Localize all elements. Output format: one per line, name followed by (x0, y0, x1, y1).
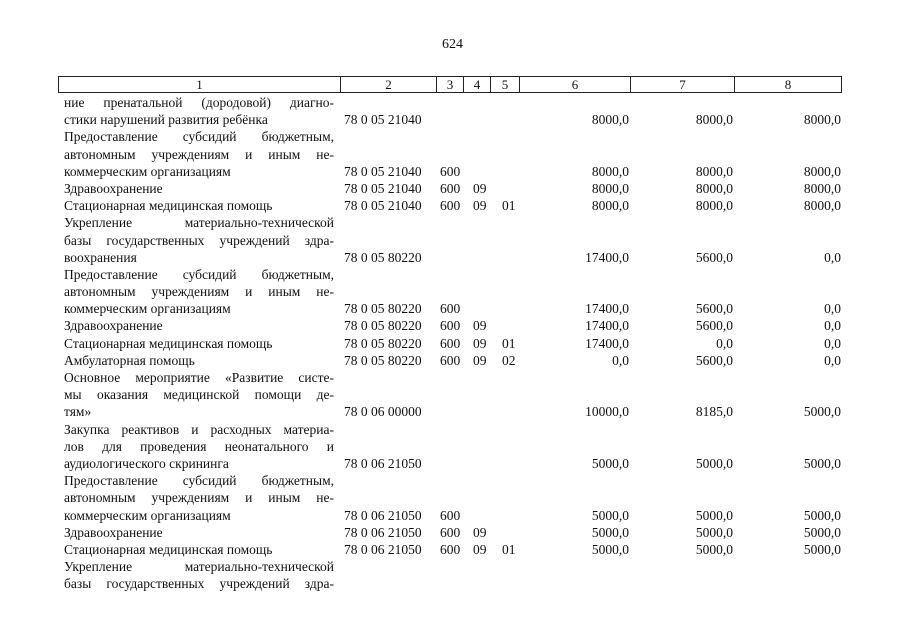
header-col-5: 5 (491, 77, 520, 92)
row-value-7: 5000,0 (695, 541, 733, 557)
row-code: 78 0 05 80220 (344, 318, 422, 334)
row-name: Предоставление субсидий бюджетным, (64, 473, 334, 489)
header-col-4: 4 (464, 77, 491, 92)
table-row (0, 352, 905, 369)
row-code: 78 0 06 21050 (344, 507, 422, 523)
row-pr: 01 (502, 541, 516, 557)
table-row (0, 283, 905, 300)
row-code: 78 0 05 21040 (344, 198, 422, 214)
row-rz: 09 (473, 541, 487, 557)
row-value-7: 8000,0 (695, 163, 733, 179)
table-row (0, 575, 905, 592)
row-vr: 600 (440, 541, 461, 557)
table-row (0, 369, 905, 386)
table-row (0, 335, 905, 352)
row-value-6: 17400,0 (585, 335, 629, 351)
row-value-8: 5000,0 (803, 507, 841, 523)
row-code: 78 0 05 80220 (344, 249, 422, 265)
table-row (0, 403, 905, 420)
row-code: 78 0 05 80220 (344, 301, 422, 317)
row-value-6: 5000,0 (591, 541, 629, 557)
row-value-8: 0,0 (824, 352, 841, 368)
table-row (0, 558, 905, 575)
row-name: коммерческим организациям (64, 163, 231, 179)
row-value-8: 8000,0 (803, 198, 841, 214)
row-value-8: 5000,0 (803, 524, 841, 540)
row-value-6: 17400,0 (585, 249, 629, 265)
row-value-6: 17400,0 (585, 318, 629, 334)
row-code: 78 0 05 21040 (344, 163, 422, 179)
table-row (0, 472, 905, 489)
row-value-6: 0,0 (612, 352, 629, 368)
row-code: 78 0 06 21050 (344, 524, 422, 540)
row-value-6: 8000,0 (591, 163, 629, 179)
table-row (0, 507, 905, 524)
table-row (0, 94, 905, 111)
table-row (0, 541, 905, 558)
row-rz: 09 (473, 180, 487, 196)
row-value-8: 8000,0 (803, 163, 841, 179)
table-row (0, 455, 905, 472)
page-number: 624 (442, 37, 463, 52)
row-value-8: 8000,0 (803, 112, 841, 128)
header-col-3: 3 (437, 77, 464, 92)
row-value-8: 5000,0 (803, 455, 841, 471)
row-value-7: 5600,0 (695, 301, 733, 317)
row-value-8: 8000,0 (803, 180, 841, 196)
table-row (0, 524, 905, 541)
row-value-7: 5600,0 (695, 352, 733, 368)
row-pr: 01 (502, 198, 516, 214)
row-value-6: 5000,0 (591, 524, 629, 540)
row-rz: 09 (473, 335, 487, 351)
row-name: базы государственных учреждений здра- (64, 576, 334, 592)
row-name: Здравоохранение (64, 318, 163, 334)
table-row (0, 438, 905, 455)
row-pr: 01 (502, 335, 516, 351)
header-col-1: 1 (59, 77, 341, 92)
row-value-7: 5600,0 (695, 318, 733, 334)
row-name: Укрепление материально-технической (64, 559, 334, 575)
table-body (0, 94, 905, 592)
row-pr: 02 (502, 352, 516, 368)
row-name: тям» (64, 404, 92, 420)
row-name: стики нарушений развития ребёнка (64, 112, 268, 128)
row-name: автономным учреждениям и иным не- (64, 146, 334, 162)
row-value-8: 5000,0 (803, 541, 841, 557)
row-vr: 600 (440, 335, 461, 351)
row-value-7: 8000,0 (695, 198, 733, 214)
row-value-8: 0,0 (824, 301, 841, 317)
table-row (0, 421, 905, 438)
row-name: мы оказания медицинской помощи де- (64, 387, 334, 403)
table-row (0, 180, 905, 197)
row-code: 78 0 05 80220 (344, 335, 422, 351)
row-code: 78 0 05 21040 (344, 180, 422, 196)
row-value-7: 8000,0 (695, 112, 733, 128)
row-name: автономным учреждениям и иным не- (64, 284, 334, 300)
header-col-2: 2 (341, 77, 437, 92)
table-header (58, 76, 842, 93)
row-value-7: 0,0 (716, 335, 733, 351)
table-row (0, 489, 905, 506)
row-value-6: 8000,0 (591, 180, 629, 196)
row-vr: 600 (440, 163, 461, 179)
row-value-6: 17400,0 (585, 301, 629, 317)
row-name: Амбулаторная помощь (64, 352, 195, 368)
row-value-6: 5000,0 (591, 507, 629, 523)
row-name: Предоставление субсидий бюджетным, (64, 129, 334, 145)
row-name: автономным учреждениям и иным не- (64, 490, 334, 506)
row-name: Здравоохранение (64, 180, 163, 196)
row-name: коммерческим организациям (64, 507, 231, 523)
row-value-7: 5000,0 (695, 507, 733, 523)
table-row (0, 317, 905, 334)
row-value-8: 0,0 (824, 249, 841, 265)
table-row (0, 111, 905, 128)
row-name: Закупка реактивов и расходных материа- (64, 421, 334, 437)
row-name: ние пренатальной (дородовой) диагно- (64, 95, 334, 110)
row-value-6: 5000,0 (591, 455, 629, 471)
row-code: 78 0 05 21040 (344, 112, 422, 128)
table-row (0, 300, 905, 317)
table-row (0, 146, 905, 163)
row-name: Основное мероприятие «Развитие систе- (64, 370, 334, 385)
header-col-6: 6 (520, 77, 631, 92)
table-row (0, 214, 905, 231)
table-row (0, 249, 905, 266)
row-value-8: 5000,0 (803, 404, 841, 420)
row-value-7: 5000,0 (695, 524, 733, 540)
row-vr: 600 (440, 301, 461, 317)
row-name: аудиологического скрининга (64, 455, 229, 471)
row-value-7: 8185,0 (695, 404, 733, 420)
row-code: 78 0 06 21050 (344, 541, 422, 557)
row-value-8: 0,0 (824, 335, 841, 351)
row-value-7: 8000,0 (695, 180, 733, 196)
table-row (0, 232, 905, 249)
row-rz: 09 (473, 524, 487, 540)
row-rz: 09 (473, 318, 487, 334)
row-name: базы государственных учреждений здра- (64, 232, 334, 248)
row-value-6: 8000,0 (591, 198, 629, 214)
header-col-7: 7 (631, 77, 735, 92)
row-value-7: 5000,0 (695, 455, 733, 471)
table-row (0, 128, 905, 145)
row-code: 78 0 06 21050 (344, 455, 422, 471)
row-name: Предоставление субсидий бюджетным, (64, 266, 334, 282)
row-vr: 600 (440, 352, 461, 368)
row-vr: 600 (440, 524, 461, 540)
row-name: коммерческим организациям (64, 301, 231, 317)
row-value-6: 10000,0 (585, 404, 629, 420)
row-code: 78 0 05 80220 (344, 352, 422, 368)
row-code: 78 0 06 00000 (344, 404, 422, 420)
row-value-7: 5600,0 (695, 249, 733, 265)
row-vr: 600 (440, 180, 461, 196)
table-row (0, 163, 905, 180)
row-name: Стационарная медицинская помощь (64, 541, 273, 557)
row-value-8: 0,0 (824, 318, 841, 334)
row-name: Стационарная медицинская помощь (64, 335, 273, 351)
row-rz: 09 (473, 198, 487, 214)
table-row (0, 266, 905, 283)
row-rz: 09 (473, 352, 487, 368)
row-value-6: 8000,0 (591, 112, 629, 128)
row-vr: 600 (440, 507, 461, 523)
row-name: лов для проведения неонатального и (64, 438, 334, 454)
table-row (0, 386, 905, 403)
row-name: Укрепление материально-технической (64, 215, 334, 231)
row-name: воохранения (64, 249, 137, 265)
row-name: Стационарная медицинская помощь (64, 198, 273, 214)
row-vr: 600 (440, 318, 461, 334)
row-vr: 600 (440, 198, 461, 214)
row-name: Здравоохранение (64, 524, 163, 540)
table-row (0, 197, 905, 214)
header-col-8: 8 (784, 77, 792, 92)
